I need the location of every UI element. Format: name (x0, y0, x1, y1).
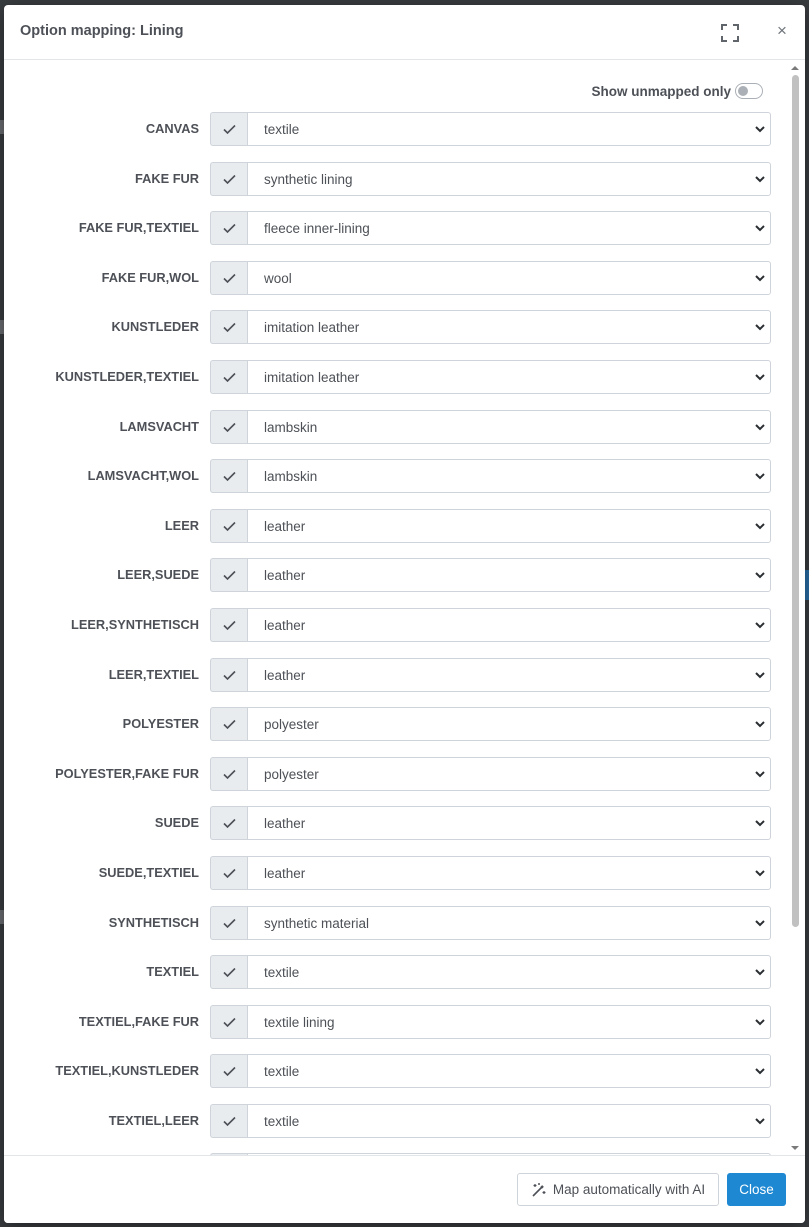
scrollbar[interactable] (790, 63, 800, 1155)
select-value: textile lining (264, 1014, 335, 1030)
select-value: lambskin (264, 469, 318, 485)
chevron-down-icon (754, 1017, 766, 1027)
select-value: leather (264, 865, 306, 881)
check-icon (223, 471, 236, 482)
mapping-source-label: SUEDE (154, 815, 199, 831)
mapping-row (4, 757, 784, 807)
mapped-check-addon (210, 310, 248, 344)
mapping-target-select[interactable] (247, 211, 771, 245)
check-icon (223, 719, 236, 730)
check-icon (223, 918, 236, 929)
unmapped-only-toggle[interactable] (735, 83, 763, 99)
mapping-row (4, 658, 784, 708)
modal-title: Option mapping: Lining (20, 23, 184, 39)
mapping-row (4, 261, 784, 311)
select-value: fleece inner-lining (264, 221, 370, 237)
mapped-check-addon (210, 1104, 248, 1138)
select-value: leather (264, 617, 306, 633)
mapping-target-select[interactable] (247, 757, 771, 791)
mapping-row (4, 162, 784, 212)
mapping-source-label: POLYESTER (122, 716, 199, 732)
mapped-check-addon (210, 856, 248, 890)
chevron-down-icon (754, 1116, 766, 1126)
close-button[interactable]: Close (727, 1173, 786, 1206)
mapping-row (4, 558, 784, 608)
check-icon (223, 372, 236, 383)
mapped-check-addon (210, 906, 248, 940)
mapped-check-addon (210, 806, 248, 840)
chevron-down-icon (754, 521, 766, 531)
chevron-down-icon (754, 868, 766, 878)
chevron-down-icon (754, 818, 766, 828)
fullscreen-icon[interactable] (720, 23, 740, 43)
select-value: textile (264, 1113, 300, 1129)
chevron-down-icon (754, 620, 766, 630)
mapping-source-label: TEXTIEL,FAKE FUR (78, 1013, 199, 1029)
select-value: wool (264, 270, 292, 286)
mapping-source-label: LEER,SUEDE (117, 567, 199, 583)
mapping-source-label: CANVAS (145, 121, 199, 136)
mapping-row (4, 806, 784, 856)
mapping-target-select[interactable] (247, 1005, 771, 1039)
mapping-row (4, 707, 784, 757)
mapping-row (4, 906, 784, 956)
mapped-check-addon (210, 1005, 248, 1039)
select-value: lambskin (264, 419, 318, 435)
mapping-source-label: KUNSTLEDER,TEXTIEL (55, 368, 199, 384)
check-icon (223, 322, 236, 333)
mapping-target-select[interactable] (247, 658, 771, 692)
chevron-down-icon (754, 471, 766, 481)
mapped-check-addon (210, 955, 248, 989)
ai-button-label: Map automatically with AI (552, 1182, 706, 1197)
select-value: textile (264, 965, 300, 981)
mapping-source-label: LEER,SYNTHETISCH (71, 616, 199, 632)
chevron-down-icon (754, 422, 766, 432)
modal-header (4, 5, 805, 60)
mapping-source-label: LEER (164, 517, 199, 533)
mapping-row (4, 509, 784, 559)
mapped-check-addon (210, 558, 248, 592)
mapping-row (4, 1054, 784, 1104)
scrollbar-thumb[interactable] (792, 75, 799, 927)
mapping-source-label: FAKE FUR,WOL (101, 269, 199, 285)
chevron-down-icon (754, 719, 766, 729)
select-value: synthetic lining (264, 171, 353, 187)
scroll-down-arrow-icon[interactable] (790, 1143, 800, 1153)
unmapped-toggle-group (591, 82, 763, 100)
mapping-row (4, 459, 784, 509)
mapping-source-label: KUNSTLEDER (111, 319, 199, 335)
mapped-check-addon (210, 459, 248, 493)
mapping-target-select[interactable] (247, 955, 771, 989)
chevron-down-icon (754, 769, 766, 779)
check-icon (223, 670, 236, 681)
mapping-source-label: TEXTIEL,LEER (108, 1112, 199, 1128)
mapped-check-addon (210, 261, 248, 295)
chevron-down-icon (754, 273, 766, 283)
mapping-target-select[interactable] (247, 410, 771, 444)
mapped-check-addon (210, 608, 248, 642)
check-icon (223, 620, 236, 631)
check-icon (223, 174, 236, 185)
scroll-up-arrow-icon[interactable] (790, 63, 800, 73)
mapping-target-select[interactable] (247, 707, 771, 741)
mapping-row (4, 360, 784, 410)
mapped-check-addon (210, 211, 248, 245)
mapping-target-select[interactable] (247, 360, 771, 394)
mapping-source-label: LEER,TEXTIEL (108, 666, 199, 682)
mapping-target-select[interactable] (247, 906, 771, 940)
mapping-row (4, 955, 784, 1005)
check-icon (223, 769, 236, 780)
check-icon (223, 1017, 236, 1028)
check-icon (223, 570, 236, 581)
chevron-down-icon (754, 1066, 766, 1076)
select-value: polyester (264, 766, 319, 782)
mapped-check-addon (210, 1054, 248, 1088)
check-icon (223, 1066, 236, 1077)
check-icon (223, 818, 236, 829)
check-icon (223, 124, 236, 135)
check-icon (223, 868, 236, 879)
check-icon (223, 422, 236, 433)
chevron-down-icon (754, 570, 766, 580)
map-with-ai-button[interactable] (517, 1173, 719, 1206)
mapping-source-label: POLYESTER,FAKE FUR (55, 765, 199, 781)
magic-wand-icon (531, 1182, 547, 1198)
check-icon (223, 223, 236, 234)
mapping-source-label: TEXTIEL (146, 964, 199, 980)
check-icon (223, 1116, 236, 1127)
mapping-row (4, 1104, 784, 1154)
mapping-source-label: LAMSVACHT (119, 418, 199, 434)
mapping-row (4, 856, 784, 906)
mapping-row (4, 211, 784, 261)
mapping-source-label: TEXTIEL,KUNSTLEDER (55, 1063, 199, 1079)
select-value: polyester (264, 717, 319, 733)
mapping-target-select[interactable] (247, 261, 771, 295)
mapped-check-addon (210, 410, 248, 444)
select-value: textile (264, 122, 300, 137)
mapping-source-label: FAKE FUR,TEXTIEL (78, 220, 199, 236)
mapping-target-select[interactable] (247, 509, 771, 543)
mapping-target-select[interactable] (247, 459, 771, 493)
mapping-source-label: SUEDE,TEXTIEL (98, 864, 199, 880)
toggle-label: Show unmapped only (591, 83, 731, 99)
select-value: synthetic material (264, 915, 370, 931)
mapping-target-select[interactable] (247, 310, 771, 344)
select-value: leather (264, 816, 306, 832)
mapping-rows (4, 112, 784, 1155)
chevron-down-icon (754, 918, 766, 928)
select-value: textile (264, 1064, 300, 1080)
chevron-down-icon (754, 223, 766, 233)
chevron-down-icon (754, 967, 766, 977)
select-value: imitation leather (264, 369, 360, 385)
mapping-source-label: LAMSVACHT,WOL (87, 468, 199, 484)
toggle-knob (738, 86, 748, 96)
mapping-target-select[interactable] (247, 856, 771, 890)
mapping-row (4, 112, 784, 162)
check-icon (223, 521, 236, 532)
chevron-down-icon (754, 372, 766, 382)
chevron-down-icon (754, 174, 766, 184)
chevron-down-icon (754, 322, 766, 332)
chevron-down-icon (754, 124, 766, 134)
modal-footer (4, 1155, 805, 1223)
modal-body (4, 61, 805, 1155)
mapping-target-select[interactable] (247, 608, 771, 642)
mapped-check-addon (210, 360, 248, 394)
check-icon (223, 273, 236, 284)
mapped-check-addon (210, 509, 248, 543)
mapping-target-select[interactable] (247, 558, 771, 592)
mapping-target-select[interactable] (247, 1104, 771, 1138)
check-icon (223, 967, 236, 978)
mapping-row (4, 1005, 784, 1055)
mapping-target-select[interactable] (247, 1054, 771, 1088)
select-value: leather (264, 568, 306, 584)
mapped-check-addon (210, 658, 248, 692)
option-mapping-modal (4, 5, 805, 1223)
chevron-down-icon (754, 670, 766, 680)
mapping-target-select[interactable] (247, 806, 771, 840)
close-icon[interactable]: × (777, 21, 787, 40)
mapped-check-addon (210, 757, 248, 791)
select-value: leather (264, 667, 306, 683)
mapping-row (4, 410, 784, 460)
mapping-source-label: FAKE FUR (135, 170, 199, 186)
mapped-check-addon (210, 162, 248, 196)
mapping-target-select[interactable] (247, 162, 771, 196)
mapping-row (4, 310, 784, 360)
mapping-target-select[interactable] (247, 112, 771, 146)
mapping-source-label: SYNTHETISCH (108, 914, 199, 930)
mapping-row (4, 608, 784, 658)
select-value: leather (264, 518, 306, 534)
mapped-check-addon (210, 707, 248, 741)
select-value: imitation leather (264, 320, 360, 336)
mapped-check-addon (210, 112, 248, 146)
